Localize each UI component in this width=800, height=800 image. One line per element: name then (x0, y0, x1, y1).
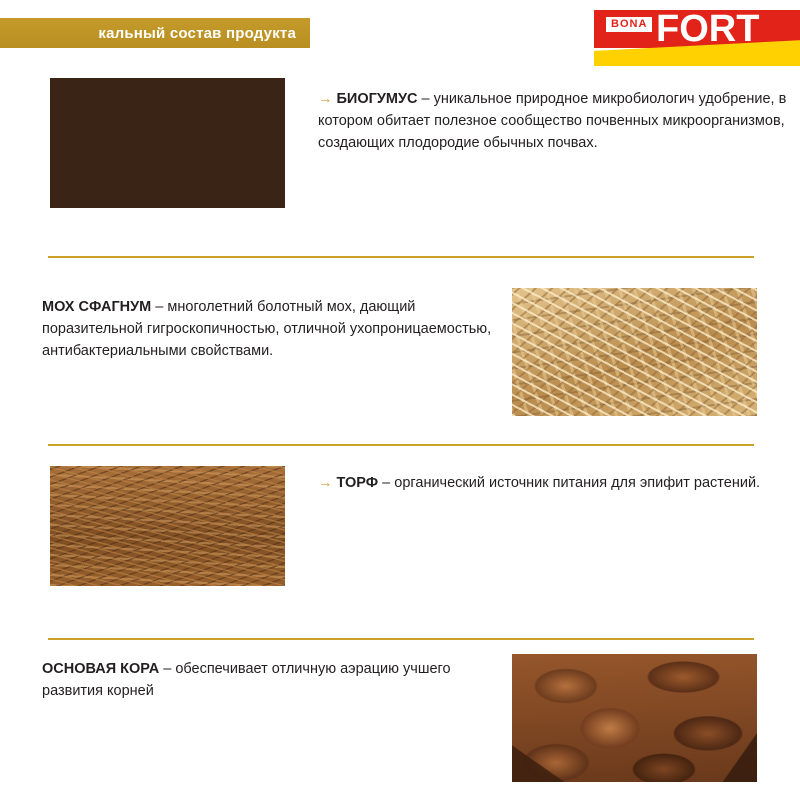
sphagnum-body: многолетний болотный мох, дающий поразительной гигроскопичностью, отличной ухопроницаемостью, антибактериальными свойствами. (42, 299, 492, 359)
logo-bona-mark: BONA (606, 17, 652, 32)
peat-photo (50, 466, 285, 586)
biohumus-text (318, 88, 788, 154)
bullet-arrow-icon: → (318, 91, 333, 107)
biohumus-photo (50, 78, 285, 208)
sphagnum-dash: – (155, 299, 164, 315)
peat-dash: – (382, 475, 391, 491)
divider-3 (48, 638, 754, 640)
bark-dash: – (163, 661, 172, 677)
bark-term: ОСНОВАЯ КОРА (42, 661, 160, 677)
biohumus-dash: – (421, 91, 430, 107)
peat-term: ТОРФ (336, 475, 379, 491)
peat-text (318, 472, 788, 494)
sphagnum-term: МОХ СФАГНУМ (42, 299, 152, 315)
page-title: кальный состав продукта (98, 24, 296, 42)
peat-body: органический источник питания для эпифит растений. (394, 475, 761, 491)
bark-body: обеспечивает отличную аэрацию учшего развития корней (42, 661, 451, 699)
divider-1 (48, 256, 754, 258)
logo-fort-word: FORT (656, 8, 760, 50)
biohumus-term: БИОГУМУС (336, 91, 418, 107)
biohumus-body: уникальное природное микробиологич удобрение, в котором обитает полезное сообщество почвенных микроорганизмов, создающих плодородие обычных почвах. (318, 91, 787, 151)
bullet-arrow-icon: → (318, 475, 333, 491)
header-ribbon (0, 18, 310, 48)
sphagnum-text (42, 296, 497, 362)
pine-bark-photo (512, 654, 757, 782)
sphagnum-moss-photo (512, 288, 757, 416)
bark-text (42, 658, 492, 702)
divider-2 (48, 444, 754, 446)
brand-logo (594, 10, 800, 66)
